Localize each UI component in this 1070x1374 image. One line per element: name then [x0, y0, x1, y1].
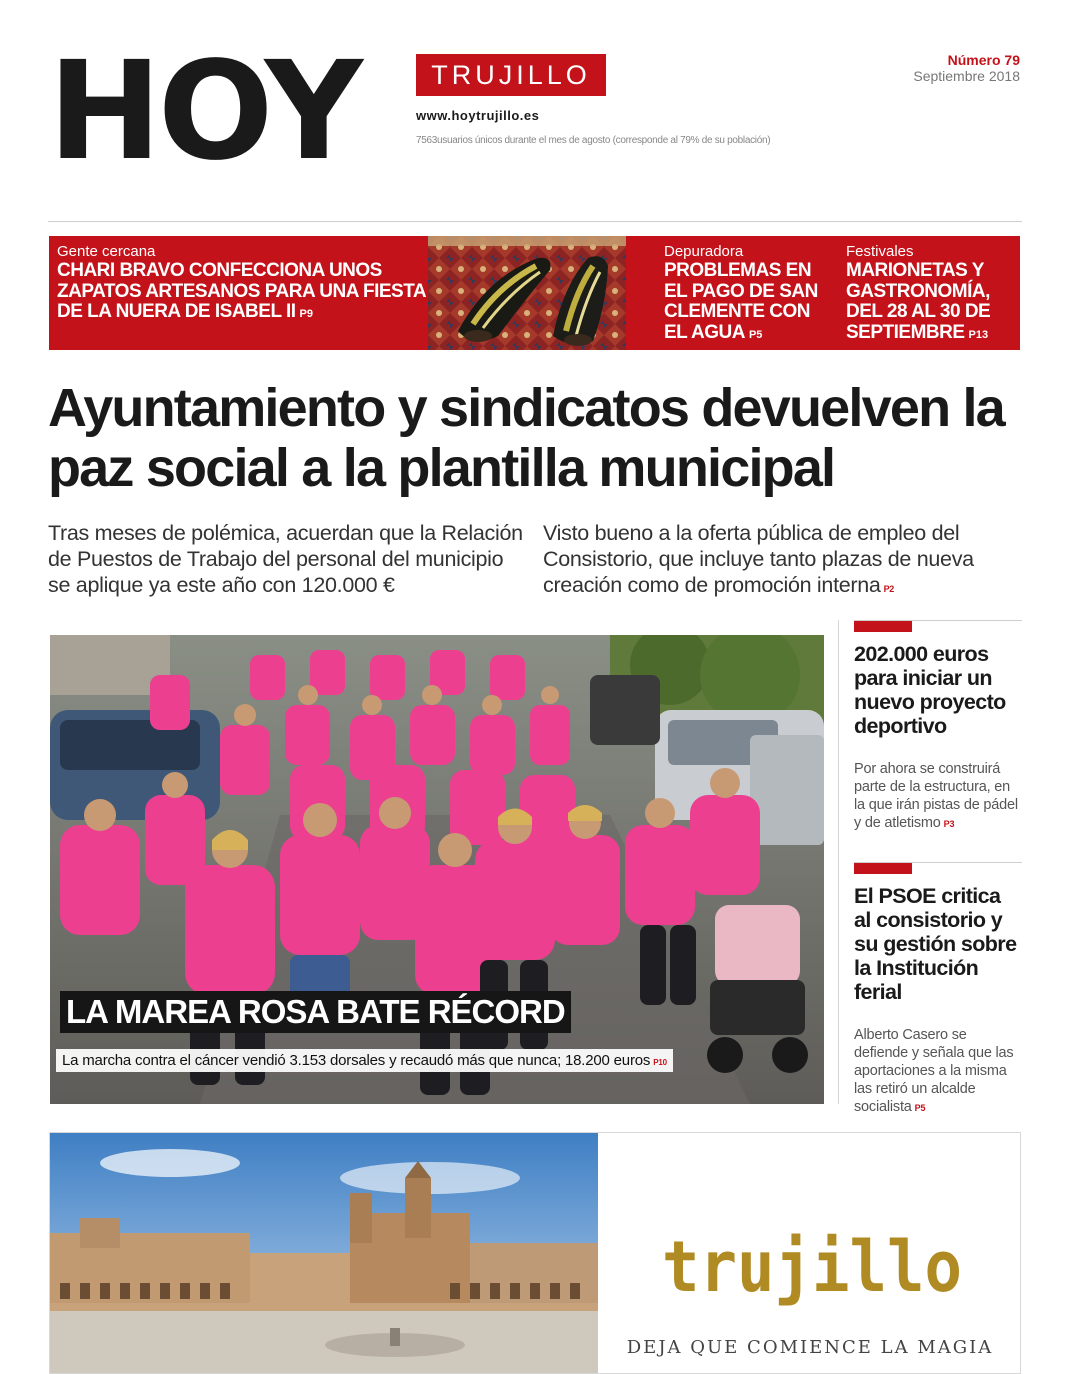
- edition-label: TRUJILLO: [416, 54, 606, 96]
- teaser-kicker: Festivales: [846, 243, 914, 260]
- page-reference: P5: [748, 328, 763, 341]
- teaser-headline: CHARI BRAVO CONFECCIONA UNOS ZAPATOS ARTESANOS PARA UNA FIESTA DE LA NUERA DE ISABEL II P9: [57, 260, 426, 322]
- page-reference: P5: [914, 1103, 926, 1113]
- lead-subhead-right: Visto bueno a la oferta pública de empleo del Consistorio, que incluye tanto plazas de nueva creación como de promoción interna P2: [543, 521, 974, 597]
- issue-date: Septiembre 2018: [913, 68, 1020, 84]
- website-link[interactable]: www.hoytrujillo.es: [416, 108, 540, 123]
- page-reference: P9: [299, 308, 314, 320]
- sidebar-story-psoe[interactable]: [854, 862, 1022, 1117]
- newspaper-logo: HOY: [48, 33, 360, 191]
- teaser-headline: PROBLEMAS EN EL PAGO DE SAN CLEMENTE CON EL AGUA P5: [664, 260, 818, 343]
- sidebar-rule: [854, 862, 1022, 863]
- teaser-kicker: Gente cercana: [57, 243, 156, 260]
- page-reference: P3: [943, 819, 955, 829]
- teaser-gente-cercana[interactable]: [57, 244, 427, 325]
- teaser-headline: MARIONETAS Y GASTRONOMÍA, DEL 28 AL 30 DE SEPTIEMBRE P13: [846, 260, 991, 343]
- march-illustration: [50, 635, 824, 1104]
- page-reference: P10: [653, 1058, 667, 1067]
- lead-headline[interactable]: Ayuntamiento y sindicatos devuelven la paz social a la plantilla municipal: [48, 378, 1004, 498]
- teaser-festivales[interactable]: [846, 244, 1016, 345]
- shoes-photo: [428, 236, 626, 350]
- sidebar-headline: 202.000 euros para iniciar un nuevo proyecto deportivo: [854, 642, 1006, 738]
- tourism-advertisement[interactable]: [49, 1132, 1021, 1374]
- teaser-kicker: Depuradora: [664, 243, 744, 260]
- trujillo-brand-logo: [662, 1173, 967, 1323]
- plaza-mayor-photo: [50, 1133, 598, 1374]
- page-reference: P13: [968, 328, 989, 341]
- brand-wordmark: trujillo: [662, 1226, 962, 1308]
- photo-caption: La marcha contra el cáncer vendió 3.153 dorsales y recaudó más que nunca; 18.200 euros P10: [56, 1049, 673, 1072]
- sidebar-text: Alberto Casero se defiende y señala que las aportaciones a la misma las retiró un alcalde socialista P5: [854, 1027, 1014, 1115]
- sidebar-accent-bar: [854, 621, 912, 632]
- pink-march-photo[interactable]: [50, 635, 824, 1104]
- sidebar-rule: [854, 620, 1022, 621]
- audience-note: 7563usuarios únicos durante el mes de agosto (corresponde al 79% de su población): [416, 135, 771, 146]
- teaser-strip: [49, 236, 1020, 350]
- sidebar-story-sports[interactable]: [854, 620, 1022, 833]
- teaser-depuradora[interactable]: [664, 244, 824, 345]
- issue-number: Número 79: [947, 52, 1020, 68]
- ad-tagline: DEJA QUE COMIENCE LA MAGIA: [626, 1337, 994, 1358]
- page-reference: P2: [883, 584, 894, 594]
- masthead-divider: [48, 221, 1022, 222]
- lead-subhead-left: Tras meses de polémica, acuerdan que la Relación de Puestos de Trabajo del personal del municipio se aplique ya este año con 120.000 €: [48, 521, 523, 597]
- sidebar-headline: El PSOE critica al consistorio y su gestión sobre la Institución ferial: [854, 884, 1017, 1004]
- column-divider: [838, 620, 839, 1104]
- sidebar-accent-bar: [854, 863, 912, 874]
- sidebar-text: Por ahora se construirá parte de la estructura, en la que irán pistas de pádel y de atletismo P3: [854, 761, 1018, 831]
- photo-title[interactable]: LA MAREA ROSA BATE RÉCORD: [60, 991, 571, 1033]
